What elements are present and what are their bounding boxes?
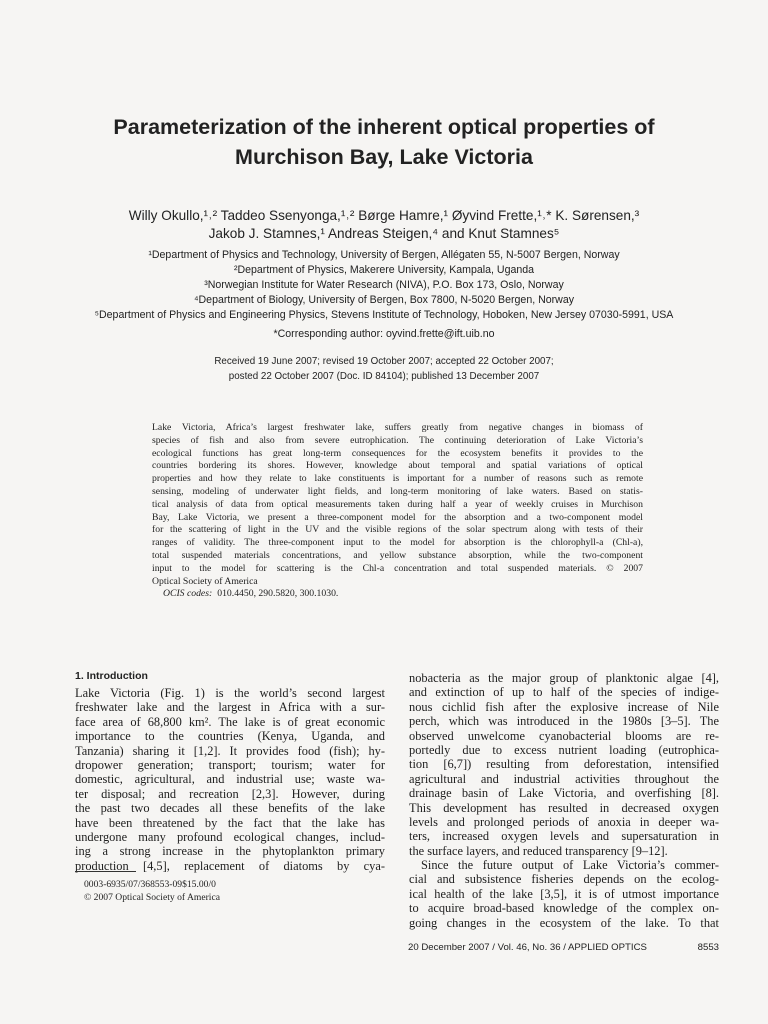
affiliation: ¹Department of Physics and Technology, University of Bergen, Allégaten 55, N-5007 Bergen, Norway <box>148 249 620 261</box>
body-line: observed unwelcome cyanobacterial blooms are re- <box>409 728 719 743</box>
body-line: cial and subsistence fisheries depends on the ecolog- <box>409 872 719 887</box>
authors-line: Jakob J. Stamnes,¹ Andreas Steigen,⁴ and Knut Stamnes⁵ <box>208 226 560 241</box>
corresponding-author: *Corresponding author: oyvind.frette@ift.uib.no <box>273 328 495 340</box>
body-line: domestic, agricultural, and industrial use; waste wa- <box>75 772 385 787</box>
body-line: This development has resulted in decreased oxygen <box>409 800 719 815</box>
dates-line: posted 22 October 2007 (Doc. ID 84104); published 13 December 2007 <box>228 371 540 382</box>
page-number: 8553 <box>697 942 719 953</box>
body-line: freshwater lake and the largest in Africa with a sur- <box>75 700 385 715</box>
section-heading: 1. Introduction <box>75 670 148 682</box>
body-line: face area of 68,800 km². The lake is of great economic <box>75 714 385 729</box>
body-column-right <box>409 671 719 930</box>
affiliation: ²Department of Physics, Makerere University, Kampala, Uganda <box>233 264 535 276</box>
body-line: production [4,5], replacement of diatoms by cya- <box>75 858 385 873</box>
abstract-line: for the scattering of light in the UV and the visible regions of the solar spectrum along with tests of their <box>152 524 643 536</box>
page-footer <box>408 942 719 953</box>
title-line: Murchison Bay, Lake Victoria <box>235 145 533 169</box>
affiliation: ⁴Department of Biology, University of Bergen, Box 7800, N-5020 Bergen, Norway <box>193 294 575 306</box>
abstract <box>152 422 643 601</box>
body-line: the surface layers, and reduced transparency [9–12]. <box>409 843 668 858</box>
body-line: tion [6,7]) resulting from deforestation, intensified <box>409 757 719 772</box>
footnote-rule <box>75 871 136 872</box>
body-line: importance to the countries (Kenya, Uganda, and <box>75 729 385 744</box>
body-line: the past two decades all these benefits of the lake <box>75 801 385 816</box>
title-line: Parameterization of the inherent optical properties of <box>113 115 655 139</box>
body-line: Since the future output of Lake Victoria’s commer- <box>421 858 719 873</box>
publication-dates <box>0 354 768 384</box>
body-line: ing a strong increase in the phytoplankton primary <box>75 844 385 859</box>
abstract-line: ranges of validity. The three-component input to the model for absorption is the chlorophyll-a (Chl-a), <box>152 537 643 549</box>
footnote-line: © 2007 Optical Society of America <box>84 892 220 903</box>
body-line: agricultural and industrial activities throughout the <box>409 771 719 786</box>
abstract-line: Bay, Lake Victoria, we present a three-component model for the absorption and a two-component model <box>152 511 643 523</box>
body-line: perch, which was introduced in the 1980s [3–5]. The <box>409 714 719 729</box>
affiliation: ³Norwegian Institute for Water Research (NIVA), P.O. Box 173, Oslo, Norway <box>204 279 564 291</box>
body-line: ters, increased oxygen levels and supersaturation in <box>409 829 719 844</box>
footnote-line: 0003-6935/07/368553-09$15.00/0 <box>84 879 216 890</box>
ocis-label: OCIS codes: <box>163 588 213 600</box>
body-line: Tanzania) sharing it [1,2]. It provides food (fish); hy- <box>75 743 385 758</box>
body-line: ter disposal; and recreation [2,3]. However, during <box>75 786 385 801</box>
affiliations <box>0 248 768 342</box>
author-list <box>0 207 768 243</box>
body-line: and extinction of up to half of the species of indige- <box>409 685 719 700</box>
abstract-line: countries bordering its shores. However, knowledge about temporal and spatial variations of optical <box>152 460 643 472</box>
abstract-line: tical analysis of data from optical measurements taken during half a year of weekly cruises in Murchison <box>152 498 643 510</box>
abstract-line: ecological functions has great long-term consequences for the ecosystem benefits it provides to the <box>152 447 643 459</box>
abstract-line: Lake Victoria, Africa’s largest freshwater lake, suffers greatly from negative changes in biomass of <box>152 422 643 433</box>
body-line: to acquire broad-based knowledge of the complex on- <box>409 901 719 916</box>
body-column-left <box>75 686 385 873</box>
body-line: nobacteria as the major group of planktonic algae [4], <box>409 671 719 685</box>
footnote <box>84 878 220 904</box>
body-line: drainage basin of Lake Victoria, and overfishing [8]. <box>409 786 719 801</box>
body-line: portedly due to excess nutrient loading (eutrophica- <box>409 742 719 757</box>
body-line: nous cichlid fish after the explosive increase of Nile <box>409 699 719 714</box>
abstract-line: input to the model for scattering is the Chl-a concentration and total suspended materials. © 2007 <box>152 562 643 574</box>
abstract-line: sensing, modeling of underwater light fields, and long-term monitoring of lake waters. Based on statis- <box>152 485 643 497</box>
body-line: dropower generation; transport; tourism; water for <box>75 757 385 772</box>
paper-title <box>0 112 768 172</box>
dates-line: Received 19 June 2007; revised 19 October 2007; accepted 22 October 2007; <box>214 356 554 367</box>
abstract-line: Optical Society of America <box>152 575 258 587</box>
abstract-line: species of fish and also from severe eutrophication. The continuing deterioration of Lake Victoria’s <box>152 434 643 446</box>
authors-line: Willy Okullo,¹˒² Taddeo Ssenyonga,¹˒² Børge Hamre,¹ Øyvind Frette,¹˒* K. Sørensen,³ <box>128 208 640 223</box>
body-line: going changes in the ecosystem of the lake. To that <box>409 915 719 930</box>
abstract-line: total suspended materials concentrations, and yellow substance absorption, while the two-component <box>152 549 643 561</box>
journal-info: 20 December 2007 / Vol. 46, No. 36 / APPLIED OPTICS <box>408 942 647 953</box>
ocis-values: 010.4450, 290.5820, 300.1030. <box>217 588 339 600</box>
body-line: ical health of the lake [3,5], it is of utmost importance <box>409 886 719 901</box>
body-line: levels and prolonged periods of anoxia in deeper wa- <box>409 814 719 829</box>
abstract-line: properties and how they relate to lake constituents is important for a number of reasons such as remote <box>152 473 643 485</box>
ocis-codes <box>152 588 643 601</box>
body-line: undergone many profound ecological changes, includ- <box>75 829 385 844</box>
body-line: have been threatened by the fact that the lake has <box>75 815 385 830</box>
body-line: Lake Victoria (Fig. 1) is the world’s second largest <box>75 686 385 700</box>
affiliation: ⁵Department of Physics and Engineering Physics, Stevens Institute of Technology, Hoboken, New Jersey 07030-5991, USA <box>94 309 674 321</box>
